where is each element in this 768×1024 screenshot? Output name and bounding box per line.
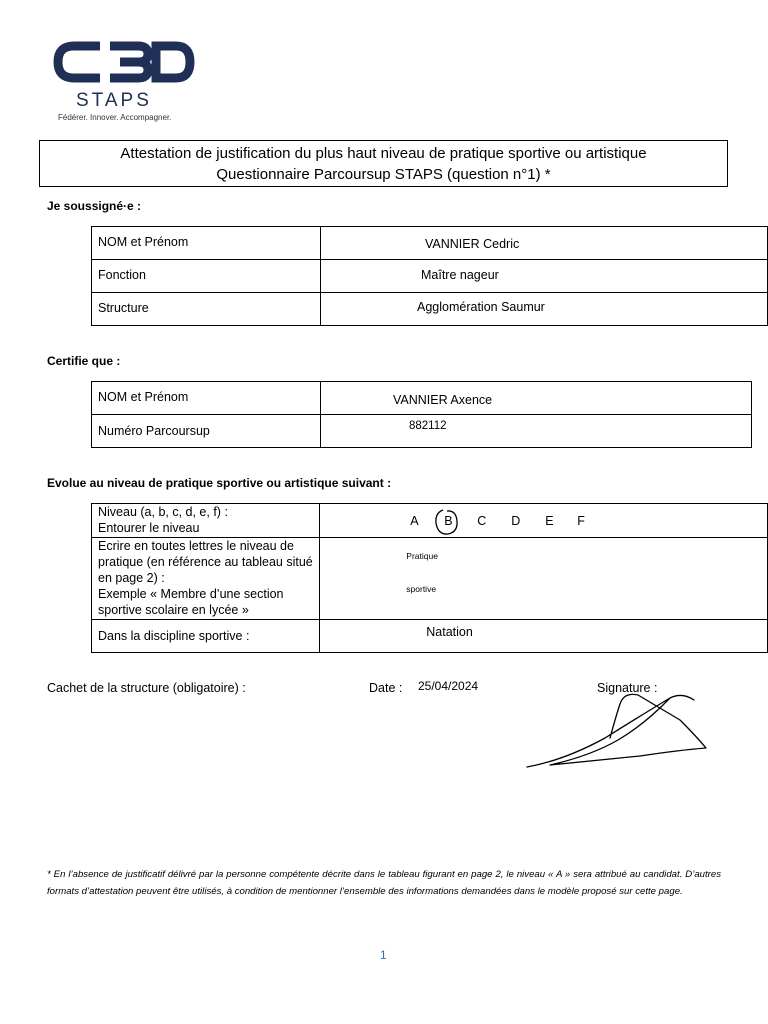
table-row <box>92 382 752 415</box>
level-heading: Evolue au niveau de pratique sportive ou artistique suivant : <box>47 476 392 490</box>
level-option-c[interactable]: C <box>477 514 487 528</box>
level-choice-line-1: Niveau (a, b, c, d, e, f) : <box>98 505 228 519</box>
written-level-example-2: sportive scolaire en lycée » <box>98 603 249 617</box>
certifies-table <box>91 381 752 448</box>
signatory-function-label: Fonction <box>92 260 321 293</box>
written-level-value-2: sportive <box>406 584 437 594</box>
title-line-1: Attestation de justification du plus haut niveau de pratique sportive ou artistique <box>120 145 647 162</box>
level-option-a[interactable]: A <box>410 514 419 528</box>
signatory-function-value[interactable]: Maître nageur <box>321 260 768 293</box>
table-row <box>92 293 768 326</box>
stamp-label: Cachet de la structure (obligatoire) : <box>47 681 246 695</box>
level-table <box>91 503 768 653</box>
signatory-structure-value[interactable]: Agglomération Saumur <box>321 293 768 326</box>
document-title <box>39 140 728 187</box>
page-number: 1 <box>380 948 387 962</box>
candidate-name-label: NOM et Prénom <box>92 382 321 415</box>
written-level-example-1: Exemple « Membre d’une section <box>98 587 284 601</box>
level-option-e[interactable]: E <box>545 514 554 528</box>
table-row <box>92 504 768 538</box>
level-choice-line-2: Entourer le niveau <box>98 521 200 535</box>
level-circle-mark <box>433 507 461 537</box>
table-row <box>92 538 768 620</box>
table-row <box>92 227 768 260</box>
level-option-f[interactable]: F <box>577 514 585 528</box>
level-option-d[interactable]: D <box>511 514 521 528</box>
table-row <box>92 620 768 653</box>
logo-subtitle: STAPS <box>76 90 152 111</box>
parcoursup-number-value[interactable]: 882112 <box>321 415 752 448</box>
written-level-field[interactable] <box>320 538 768 620</box>
handwritten-signature <box>520 690 715 775</box>
footnote: * En l’absence de justificatif délivré par la personne compétente décrite dans le tableau figurant en page 2, le niveau « A » sera attribué au candidat. D’autres formats d’attestation peuvent être utilisés, à condition de mentionner l’ensemble des informations demandées dans le modèle proposé sur cette page. <box>47 869 721 897</box>
level-options[interactable] <box>320 504 768 538</box>
signature-label: Signature : <box>597 681 658 695</box>
parcoursup-number-label: Numéro Parcoursup <box>92 415 321 448</box>
written-level-label <box>92 538 320 620</box>
date-label: Date : <box>369 681 403 695</box>
date-value[interactable]: 25/04/2024 <box>418 679 479 693</box>
certifies-heading: Certifie que : <box>47 354 121 368</box>
signatory-name-label: NOM et Prénom <box>92 227 321 260</box>
table-row <box>92 260 768 293</box>
table-row <box>92 415 752 448</box>
signatory-table <box>91 226 768 326</box>
level-option-b[interactable]: B <box>444 514 453 528</box>
signatory-name-value[interactable]: VANNIER Cedric <box>321 227 768 260</box>
signatory-heading: Je soussigné·e : <box>47 199 142 213</box>
title-line-2: Questionnaire Parcoursup STAPS (question n°1) * <box>216 166 551 183</box>
discipline-value[interactable]: Natation <box>320 620 768 653</box>
logo-tagline: Fédérer. Innover. Accompagner. <box>58 113 172 122</box>
written-level-value-1: Pratique <box>406 551 438 561</box>
signatory-structure-label: Structure <box>92 293 321 326</box>
level-choice-label <box>92 504 320 538</box>
discipline-label: Dans la discipline sportive : <box>92 620 320 653</box>
written-level-instruction: Ecrire en toutes lettres le niveau de pratique (en référence au tableau situé en page 2) : <box>98 539 313 585</box>
candidate-name-value[interactable]: VANNIER Axence <box>321 382 752 415</box>
